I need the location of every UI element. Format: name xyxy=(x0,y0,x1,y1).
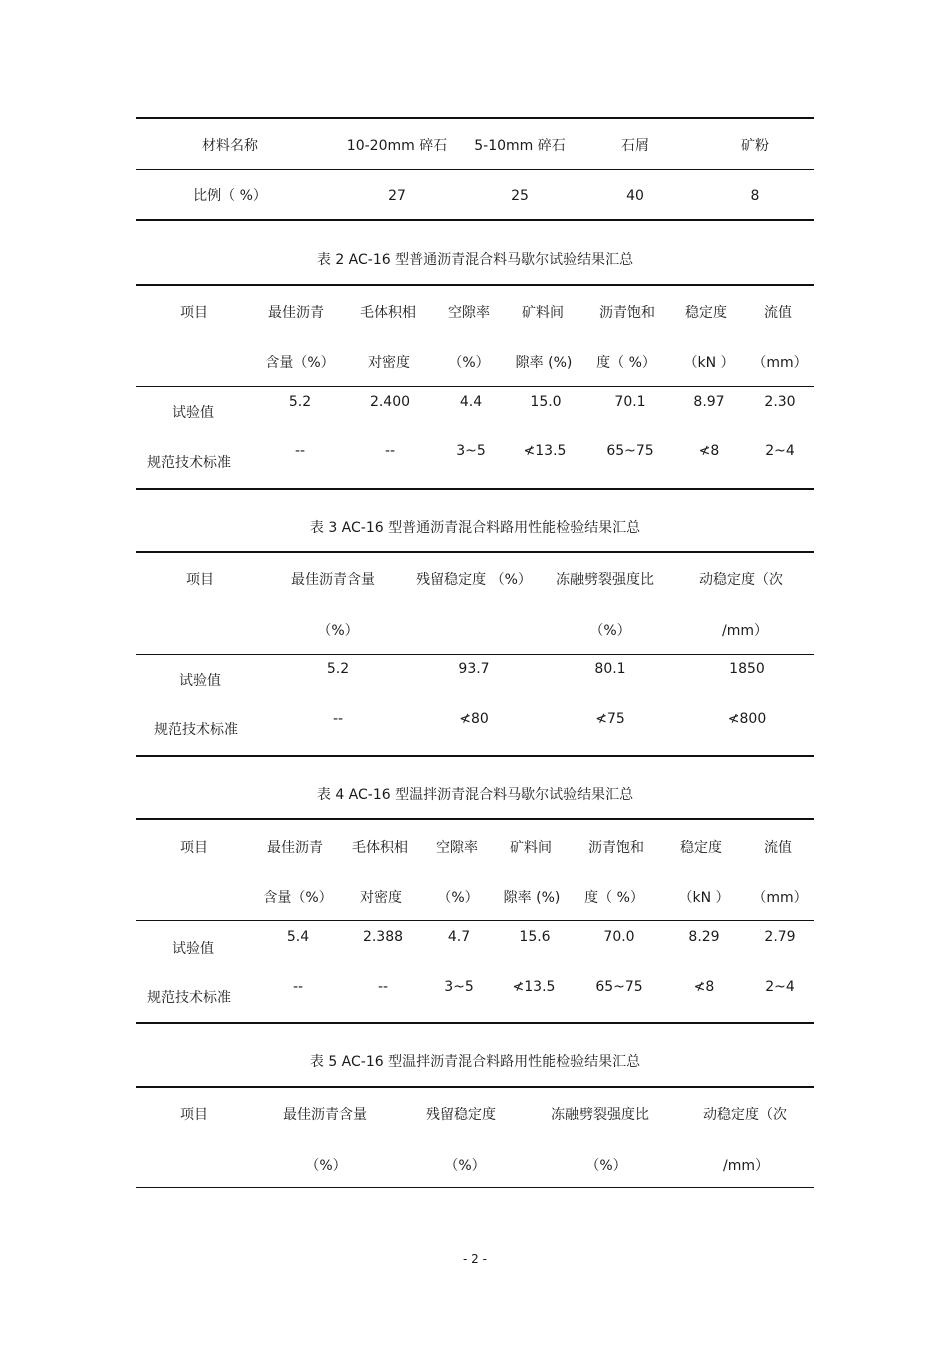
table4-cell: 4.7 xyxy=(447,929,471,945)
table4-header: 沥青饱和 xyxy=(588,840,644,856)
table4-cell: 2~4 xyxy=(765,979,795,995)
table1-top-rule xyxy=(136,117,814,119)
table3-header: 冻融劈裂强度比 xyxy=(556,572,654,588)
table2-cell: 2~4 xyxy=(765,443,795,459)
table1-header: 矿粉 xyxy=(741,138,769,154)
table2-cell: -- xyxy=(384,443,396,459)
table2-cell: 3~5 xyxy=(456,443,486,459)
table3-header: 项目 xyxy=(186,572,214,588)
table2-header: 毛体积相 xyxy=(360,305,416,321)
table5-bottom-rule xyxy=(136,1187,814,1188)
table2-header: 空隙率 xyxy=(448,305,490,321)
table3-top-rule xyxy=(136,551,814,553)
page-number: - 2 - xyxy=(463,1252,487,1266)
table2-cell: 2.30 xyxy=(764,394,796,410)
table2-cell: ≮8 xyxy=(698,443,720,459)
table2-cell: 2.400 xyxy=(369,394,411,410)
table2-cell: -- xyxy=(294,443,306,459)
table2-header: 含量（%） xyxy=(265,355,335,371)
table3-cell: 93.7 xyxy=(458,661,490,677)
table1-mid-rule xyxy=(136,169,814,170)
table2-header: 流值 xyxy=(764,305,792,321)
table4-caption: 表 4 AC-16 型温拌沥青混合料马歇尔试验结果汇总 xyxy=(316,787,634,803)
table1-header: 材料名称 xyxy=(202,138,258,154)
table1-header: 石屑 xyxy=(621,138,649,154)
table2-row-label: 规范技术标准 xyxy=(147,455,231,471)
table4-header: （kN ） xyxy=(678,890,730,906)
table4-cell: 15.6 xyxy=(519,929,551,945)
table2-cell: 70.1 xyxy=(614,394,646,410)
table3-header: （%） xyxy=(589,623,631,639)
table1-cell: 25 xyxy=(511,188,529,204)
table2-caption: 表 2 AC-16 型普通沥青混合料马歇尔试验结果汇总 xyxy=(316,252,634,268)
table5-header: 残留稳定度 xyxy=(426,1107,496,1123)
table4-cell: ≮8 xyxy=(693,979,715,995)
table3-header: /mm） xyxy=(722,623,768,639)
table4-header: 最佳沥青 xyxy=(267,840,323,856)
table3-bottom-rule xyxy=(136,755,814,757)
table4-header: 度（ %） xyxy=(584,890,644,906)
table2-header: 项目 xyxy=(180,305,208,321)
table3-cell: 1850 xyxy=(729,661,765,677)
table4-bottom-rule xyxy=(136,1022,814,1024)
table2-header: 度（ %） xyxy=(596,355,656,371)
table4-cell: 2.388 xyxy=(362,929,404,945)
table5-header: 冻融劈裂强度比 xyxy=(551,1107,649,1123)
table2-top-rule xyxy=(136,284,814,286)
table4-row-label: 试验值 xyxy=(172,941,214,957)
table4-header: 流值 xyxy=(764,840,792,856)
table2-cell: 5.2 xyxy=(288,394,312,410)
table4-header: 空隙率 xyxy=(436,840,478,856)
table3-header: 最佳沥青含量 xyxy=(291,572,375,588)
table4-cell: -- xyxy=(377,979,389,995)
table4-header: 稳定度 xyxy=(680,840,722,856)
table3-header: 动稳定度（次 xyxy=(699,572,783,588)
table1-cell: 40 xyxy=(626,188,644,204)
table3-mid-rule xyxy=(136,654,814,655)
table3-cell: ≮75 xyxy=(595,711,625,727)
table1-header: 10-20mm 碎石 xyxy=(346,138,448,154)
table4-top-rule xyxy=(136,818,814,820)
table4-cell: ≮13.5 xyxy=(512,979,556,995)
table2-header: 最佳沥青 xyxy=(268,305,324,321)
table2-row-label: 试验值 xyxy=(172,405,214,421)
table2-header: 沥青饱和 xyxy=(599,305,655,321)
table5-caption: 表 5 AC-16 型温拌沥青混合料路用性能检验结果汇总 xyxy=(309,1054,641,1070)
table5-header: （%） xyxy=(305,1158,347,1174)
table3-row-label: 规范技术标准 xyxy=(154,722,238,738)
table2-header: 隙率 (%) xyxy=(515,355,573,371)
table5-header: （%） xyxy=(444,1158,486,1174)
table2-cell: 8.97 xyxy=(693,394,725,410)
table5-header: 最佳沥青含量 xyxy=(283,1107,367,1123)
table3-cell: 5.2 xyxy=(326,661,350,677)
table4-cell: 5.4 xyxy=(286,929,310,945)
table4-cell: 65~75 xyxy=(595,979,643,995)
table2-header: 矿料间 xyxy=(522,305,564,321)
table4-cell: 2.79 xyxy=(764,929,796,945)
table3-header: （%） xyxy=(317,623,359,639)
table4-cell: 3~5 xyxy=(444,979,474,995)
table2-header: 对密度 xyxy=(368,355,410,371)
table2-bottom-rule xyxy=(136,488,814,490)
table3-caption: 表 3 AC-16 型普通沥青混合料路用性能检验结果汇总 xyxy=(309,520,641,536)
table5-header: 项目 xyxy=(180,1107,208,1123)
table1-header: 5-10mm 碎石 xyxy=(474,138,566,154)
table4-header: 隙率 (%) xyxy=(503,890,561,906)
table2-cell: 4.4 xyxy=(459,394,483,410)
table4-header: （%） xyxy=(437,890,479,906)
table4-cell: -- xyxy=(292,979,304,995)
table4-mid-rule xyxy=(136,920,814,921)
table1-cell: 8 xyxy=(750,188,760,204)
table1-cell: 比例（ %） xyxy=(193,188,267,204)
table3-cell: ≮800 xyxy=(727,711,767,727)
table4-header: 对密度 xyxy=(360,890,402,906)
table4-cell: 8.29 xyxy=(688,929,720,945)
table4-header: 毛体积相 xyxy=(352,840,408,856)
table2-header: （kN ） xyxy=(683,355,735,371)
table4-header: （mm） xyxy=(752,890,808,906)
table2-header: （mm） xyxy=(752,355,808,371)
table3-cell: ≮80 xyxy=(459,711,489,727)
table5-header: /mm） xyxy=(723,1158,769,1174)
table4-header: 含量（%） xyxy=(263,890,333,906)
table5-header: 动稳定度（次 xyxy=(703,1107,787,1123)
table1-bottom-rule xyxy=(136,219,814,221)
table4-header: 矿料间 xyxy=(510,840,552,856)
table4-cell: 70.0 xyxy=(603,929,635,945)
table4-row-label: 规范技术标准 xyxy=(147,990,231,1006)
table2-cell: 65~75 xyxy=(606,443,654,459)
table1-cell: 27 xyxy=(388,188,406,204)
table3-header: 残留稳定度 （%） xyxy=(416,572,532,588)
table2-mid-rule xyxy=(136,386,814,387)
table2-cell: ≮13.5 xyxy=(523,443,567,459)
table2-header: （%） xyxy=(448,355,490,371)
table3-row-label: 试验值 xyxy=(179,673,221,689)
table5-header: （%） xyxy=(585,1158,627,1174)
table3-cell: 80.1 xyxy=(594,661,626,677)
table3-cell: -- xyxy=(332,711,344,727)
table2-cell: 15.0 xyxy=(530,394,562,410)
table2-header: 稳定度 xyxy=(685,305,727,321)
table5-top-rule xyxy=(136,1086,814,1088)
table4-header: 项目 xyxy=(180,840,208,856)
